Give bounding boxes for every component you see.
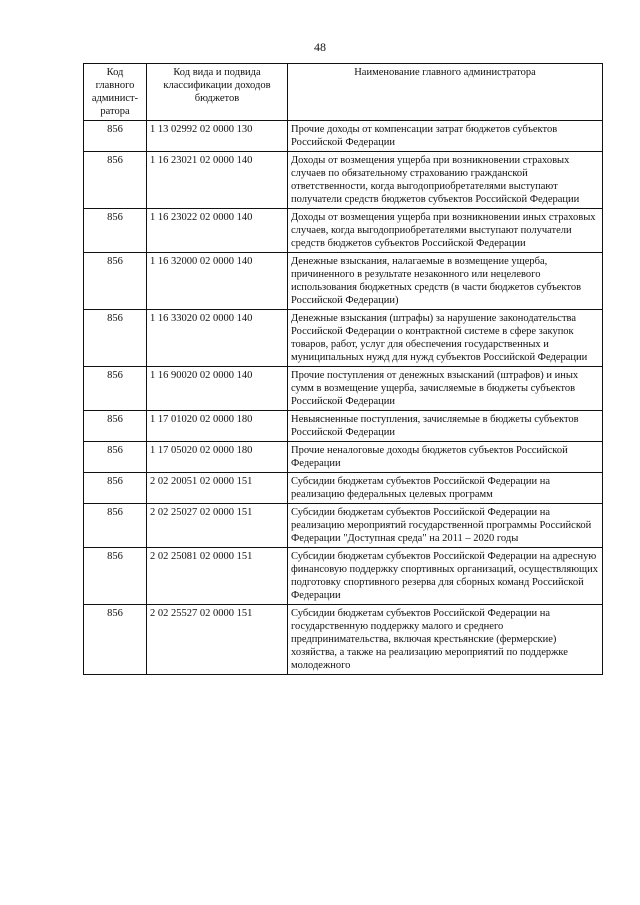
classification-code-cell: 2 02 25527 02 0000 151 <box>147 605 288 675</box>
admin-code-cell: 856 <box>84 605 147 675</box>
admin-code-cell: 856 <box>84 367 147 411</box>
administrator-name-cell: Субсидии бюджетам субъектов Российской Федерации на реализацию федеральных целевых программ <box>288 473 603 504</box>
header-administrator-name: Наименование главного администратора <box>288 64 603 121</box>
admin-code-cell: 856 <box>84 504 147 548</box>
table-row <box>84 548 603 605</box>
page-number: 48 <box>314 40 326 54</box>
admin-code-cell: 856 <box>84 209 147 253</box>
admin-code-cell: 856 <box>84 548 147 605</box>
administrator-name-cell: Невыясненные поступления, зачисляемые в бюджеты субъектов Российской Федерации <box>288 411 603 442</box>
table-row <box>84 605 603 675</box>
header-admin-code: Код главного админист-ратора <box>84 64 147 121</box>
admin-code-cell: 856 <box>84 253 147 310</box>
administrator-name-cell: Прочие поступления от денежных взысканий (штрафов) и иных сумм в возмещение ущерба, зачисляемые в бюджеты субъектов Российской Федерации <box>288 367 603 411</box>
classification-code-cell: 1 13 02992 02 0000 130 <box>147 121 288 152</box>
administrator-name-cell: Субсидии бюджетам субъектов Российской Федерации на государственную поддержку малого и среднего предпринимательства, включая крестьянские (фермерские) хозяйства, а также на реализацию мероприятий по поддержке молодежного <box>288 605 603 675</box>
administrator-name-cell: Денежные взыскания, налагаемые в возмещение ущерба, причиненного в результате незаконного или нецелевого использования бюджетных средств (в части бюджетов субъектов Российской Федерации) <box>288 253 603 310</box>
administrator-name-cell: Доходы от возмещения ущерба при возникновении иных страховых случаев, когда выгодоприобретателями выступают получатели средств бюджетов субъектов Российской Федерации <box>288 209 603 253</box>
administrator-name-cell: Прочие доходы от компенсации затрат бюджетов субъектов Российской Федерации <box>288 121 603 152</box>
table-row <box>84 367 603 411</box>
table-row <box>84 152 603 209</box>
classification-code-cell: 2 02 25027 02 0000 151 <box>147 504 288 548</box>
classification-code-cell: 1 16 33020 02 0000 140 <box>147 310 288 367</box>
classification-code-cell: 1 17 05020 02 0000 180 <box>147 442 288 473</box>
administrator-name-cell: Доходы от возмещения ущерба при возникновении страховых случаев по обязательному страхованию гражданской ответственности, когда выгодоприобретателями выступают получатели средств бюджетов субъектов Российской Федерации <box>288 152 603 209</box>
classification-code-cell: 1 16 90020 02 0000 140 <box>147 367 288 411</box>
table-row <box>84 209 603 253</box>
table-header-row <box>84 64 603 121</box>
classification-code-cell: 1 17 01020 02 0000 180 <box>147 411 288 442</box>
classification-code-cell: 2 02 25081 02 0000 151 <box>147 548 288 605</box>
table-row <box>84 473 603 504</box>
admin-code-cell: 856 <box>84 411 147 442</box>
header-classification-code: Код вида и подвида классификации доходов бюджетов <box>147 64 288 121</box>
admin-code-cell: 856 <box>84 121 147 152</box>
classification-code-cell: 2 02 20051 02 0000 151 <box>147 473 288 504</box>
table-row <box>84 411 603 442</box>
revenue-classification-table <box>83 63 603 675</box>
table-row <box>84 504 603 548</box>
classification-code-cell: 1 16 32000 02 0000 140 <box>147 253 288 310</box>
table-row <box>84 121 603 152</box>
admin-code-cell: 856 <box>84 152 147 209</box>
administrator-name-cell: Субсидии бюджетам субъектов Российской Федерации на реализацию мероприятий государственной программы Российской Федерации "Доступная среда" на 2011 – 2020 годы <box>288 504 603 548</box>
administrator-name-cell: Прочие неналоговые доходы бюджетов субъектов Российской Федерации <box>288 442 603 473</box>
table-row <box>84 442 603 473</box>
admin-code-cell: 856 <box>84 442 147 473</box>
admin-code-cell: 856 <box>84 473 147 504</box>
administrator-name-cell: Денежные взыскания (штрафы) за нарушение законодательства Российской Федерации о контрактной системе в сфере закупок товаров, работ, услуг для обеспечения государственных и муниципальных нужд для нужд субъектов Российской Федерации <box>288 310 603 367</box>
administrator-name-cell: Субсидии бюджетам субъектов Российской Федерации на адресную финансовую поддержку спортивных организаций, осуществляющих подготовку спортивного резерва для сборных команд Российской Федерации <box>288 548 603 605</box>
table-row <box>84 253 603 310</box>
classification-code-cell: 1 16 23021 02 0000 140 <box>147 152 288 209</box>
admin-code-cell: 856 <box>84 310 147 367</box>
table-row <box>84 310 603 367</box>
classification-code-cell: 1 16 23022 02 0000 140 <box>147 209 288 253</box>
